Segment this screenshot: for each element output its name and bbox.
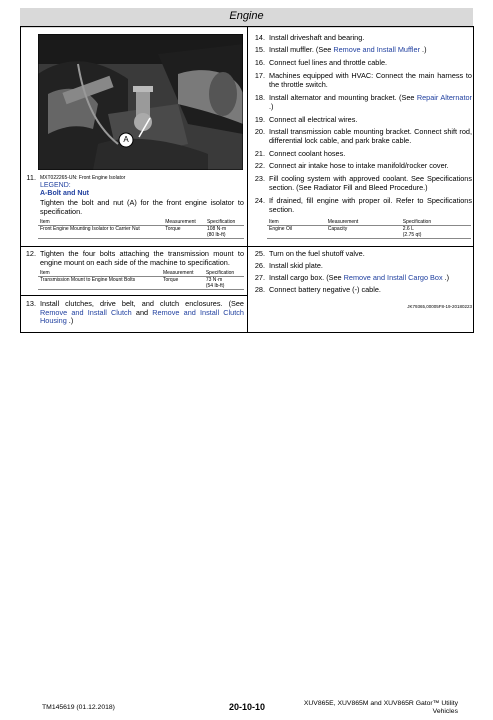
footer-page-number: 20-10-10 — [228, 702, 266, 712]
step-divider — [20, 295, 248, 296]
table-header: Specification — [204, 270, 244, 277]
content-bottom-rule — [20, 332, 474, 333]
table-cell: 2.6 L (2.75 qt) — [401, 226, 471, 239]
spec-table-engine-oil — [267, 219, 471, 239]
link-remove-install-muffler[interactable]: Remove and Install Muffler — [333, 45, 421, 54]
column-divider — [247, 26, 248, 332]
table-cell: Capacity — [326, 226, 401, 239]
table-header: Item — [267, 219, 326, 226]
legend-item: A-Bolt and Nut — [40, 190, 89, 197]
link-remove-install-cargo-box[interactable]: Remove and Install Cargo Box — [343, 273, 443, 282]
left-border — [20, 26, 21, 332]
table-cell: Transmission Mount to Engine Mount Bolts — [38, 277, 161, 290]
figure-caption: MXT022265-UN: Front Engine Isolator — [40, 175, 126, 181]
step-11-text: Tighten the bolt and nut (A) for the front engine isolator to specification. — [40, 198, 244, 216]
step-13: 13. Install clutches, drive belt, and clutch enclosures. (See Remove and Install Clutch and Remove and Install Clutch Housing .) — [22, 300, 244, 328]
footer-doc-id: TM145619 (01.12.2018) — [42, 704, 115, 711]
table-cell: Front Engine Mounting Isolator to Carrier Nut — [38, 226, 163, 239]
step-divider — [20, 246, 248, 247]
table-header: Specification — [205, 219, 244, 226]
page-title: Engine — [229, 10, 264, 22]
footer-vehicle-title: XUV865E, XUV865M and XUV865R Gator™ Utility Vehicles — [303, 700, 458, 715]
link-repair-alternator[interactable]: Repair Alternator — [416, 93, 472, 102]
link-remove-install-clutch-housing[interactable]: Remove and Install Clutch Housing — [40, 307, 244, 326]
table-cell: Torque — [163, 226, 205, 239]
table-cell: Engine Oil — [267, 226, 326, 239]
link-remove-install-clutch[interactable]: Remove and Install Clutch — [40, 307, 132, 317]
step-number: 12. — [25, 249, 36, 258]
right-border — [473, 26, 474, 332]
table-header: Measurement — [161, 270, 204, 277]
step-number: 13. — [25, 299, 36, 308]
table-cell: Torque — [161, 277, 204, 290]
spec-table-transmission — [38, 270, 244, 290]
spec-table-isolator — [38, 219, 244, 239]
step-number: 11. — [26, 173, 36, 182]
table-header: Item — [38, 270, 161, 277]
reference-code: JK79365,00005F8-19-20180223 — [407, 304, 472, 309]
table-cell: 108 N·m (80 lb-ft) — [205, 226, 244, 239]
table-header: Measurement — [163, 219, 205, 226]
step-12: 12. Tighten the four bolts attaching the transmission mount to engine mount on each side of the machine to specification. — [22, 250, 244, 270]
callout-a-label: A — [123, 135, 129, 144]
table-header: Measurement — [326, 219, 401, 226]
table-cell: 73 N·m (54 lb-ft) — [204, 277, 244, 290]
step-divider — [247, 246, 474, 247]
engine-isolator-photo — [38, 34, 243, 170]
table-header: Item — [38, 219, 163, 226]
table-header: Specification — [401, 219, 471, 226]
legend-title: LEGEND: — [40, 182, 71, 189]
